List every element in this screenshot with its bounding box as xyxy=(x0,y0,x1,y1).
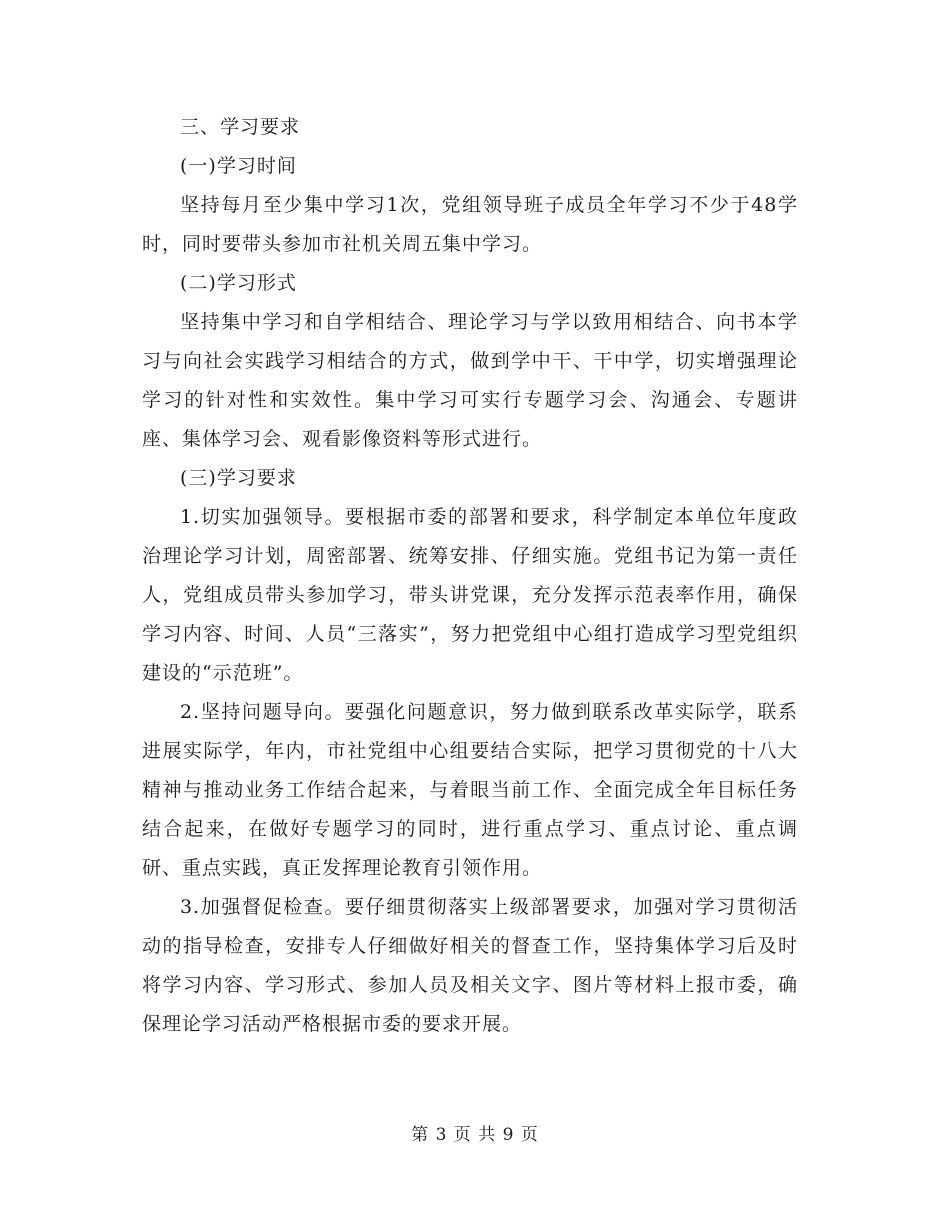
section-heading: 三、学习要求 xyxy=(180,116,301,138)
paragraph-requirement-3: 3.加强督促检查。要仔细贯彻落实上级部署要求，加强对学习贯彻活动的指导检查，安排专人仔细做好相关的督查工作，坚持集体学习后及时将学习内容、学习形式、参加人员及相关文字、图片等材料上报市委，确保理论学习活动严格根据市委的要求开展。 xyxy=(142,896,798,1035)
paragraph-requirement-2: 2.坚持问题导向。要强化问题意识，努力做到联系改革实际学，联系进展实际学，年内，市社党组中心组要结合实际，把学习贯彻党的十八大精神与推动业务工作结合起来，与着眼当前工作、全面完成全年目标任务结合起来，在做好专题学习的同时，进行重点学习、重点讨论、重点调研、重点实践，真正发挥理论教育引领作用。 xyxy=(142,701,798,879)
document-body xyxy=(142,108,798,1044)
subsection-heading-study-time: (一)学习时间 xyxy=(180,155,297,177)
paragraph-requirement-1: 1.切实加强领导。要根据市委的部署和要求，科学制定本单位年度政治理论学习计划，周密部署、统筹安排、仔细实施。党组书记为第一责任人，党组成员带头参加学习，带头讲党课，充分发挥示范表率作用，确保学习内容、时间、人员“三落实”，努力把党组中心组打造成学习型党组织建设的“示范班”。 xyxy=(142,506,798,684)
paragraph-study-time: 坚持每月至少集中学习1次，党组领导班子成员全年学习不少于48学时，同时要带头参加市社机关周五集中学习。 xyxy=(142,194,798,255)
paragraph-study-form: 坚持集中学习和自学相结合、理论学习与学以致用相结合、向书本学习与向社会实践学习相结合的方式，做到学中干、干中学，切实增强理论学习的针对性和实效性。集中学习可实行专题学习会、沟通会、专题讲座、集体学习会、观看影像资料等形式进行。 xyxy=(142,311,798,450)
page-number-footer: 第 3 页 共 9 页 xyxy=(411,1125,539,1145)
subsection-heading-study-form: (二)学习形式 xyxy=(180,272,297,294)
subsection-heading-study-requirements: (三)学习要求 xyxy=(180,467,297,489)
